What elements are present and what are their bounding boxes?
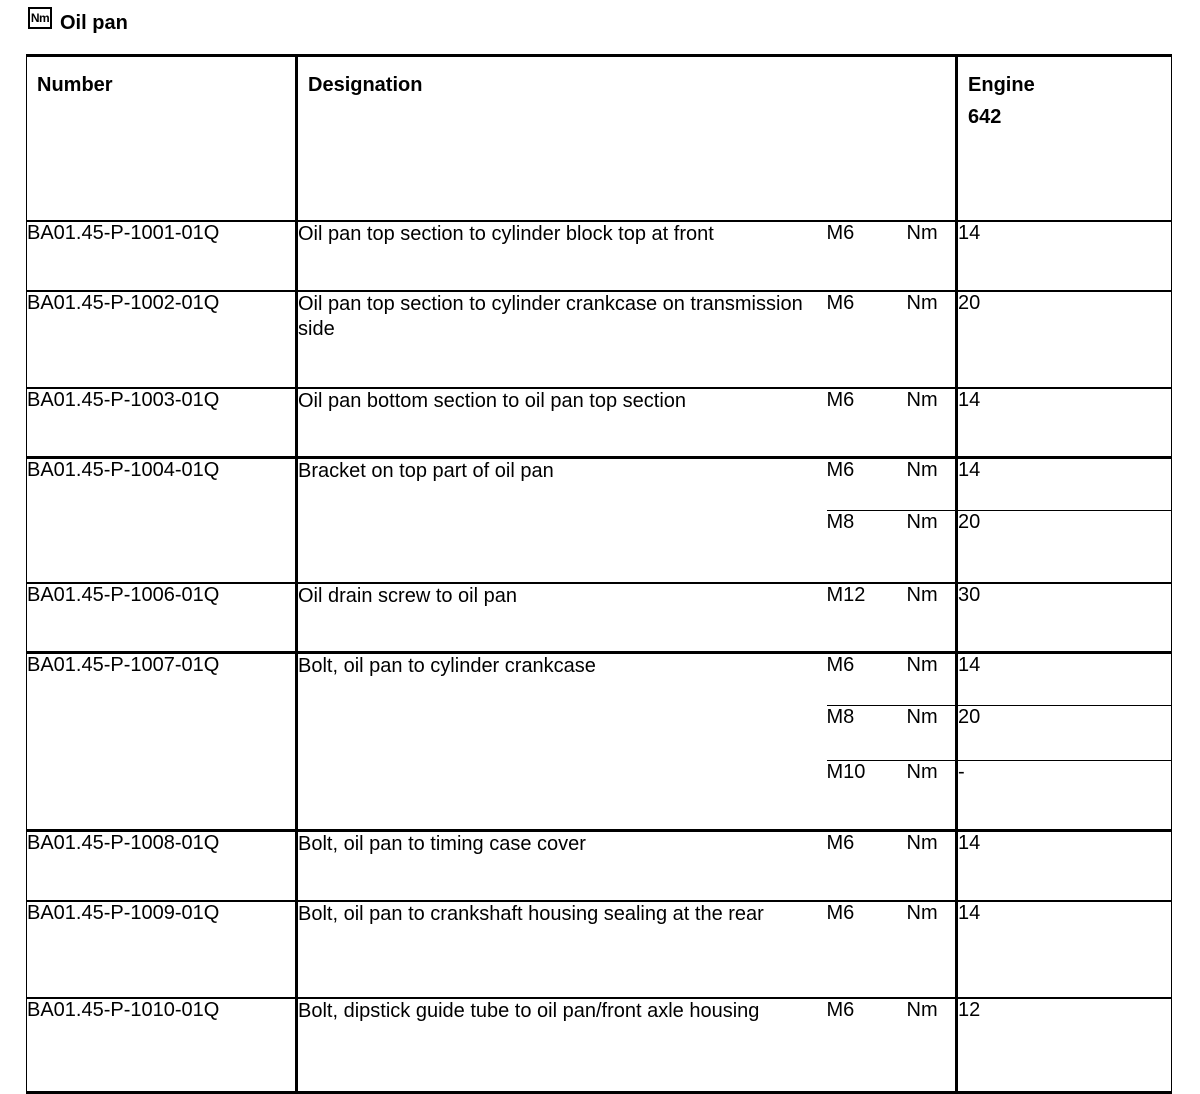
torque-value: 14 <box>957 388 1172 458</box>
table-header-row <box>27 56 1172 221</box>
torque-unit: Nm <box>907 998 957 1093</box>
torque-unit: Nm <box>907 706 957 761</box>
header-number: Number <box>27 56 297 221</box>
header-engine-label: Engine <box>968 74 1035 96</box>
thread-size: M8 <box>827 706 907 761</box>
torque-unit: Nm <box>907 583 957 653</box>
thread-size: M6 <box>827 901 907 998</box>
designation: Bolt, oil pan to crankshaft housing sealing at the rear <box>297 901 827 998</box>
torque-value: 14 <box>957 831 1172 901</box>
designation: Bolt, oil pan to timing case cover <box>297 831 827 901</box>
table-row <box>27 653 1172 706</box>
torque-unit: Nm <box>907 653 957 706</box>
torque-unit: Nm <box>907 761 957 831</box>
torque-value: 20 <box>957 511 1172 583</box>
torque-unit: Nm <box>907 458 957 511</box>
thread-size: M6 <box>827 291 907 388</box>
table-row <box>27 458 1172 511</box>
thread-size: M6 <box>827 388 907 458</box>
thread-size: M6 <box>827 221 907 291</box>
torque-unit: Nm <box>907 511 957 583</box>
thread-size: M12 <box>827 583 907 653</box>
torque-value: 14 <box>957 901 1172 998</box>
part-number: BA01.45-P-1007-01Q <box>27 653 297 831</box>
part-number: BA01.45-P-1001-01Q <box>27 221 297 291</box>
torque-nm-icon: Nm <box>28 7 52 29</box>
torque-value: 20 <box>957 706 1172 761</box>
part-number: BA01.45-P-1008-01Q <box>27 831 297 901</box>
table-row <box>27 291 1172 388</box>
thread-size: M6 <box>827 998 907 1093</box>
torque-spec-table <box>26 54 1172 1094</box>
part-number: BA01.45-P-1003-01Q <box>27 388 297 458</box>
thread-size: M6 <box>827 653 907 706</box>
table-row <box>27 388 1172 458</box>
torque-value: - <box>957 761 1172 831</box>
designation: Oil drain screw to oil pan <box>297 583 827 653</box>
designation: Bracket on top part of oil pan <box>297 458 827 583</box>
table-row <box>27 831 1172 901</box>
table-row <box>27 901 1172 998</box>
torque-value: 14 <box>957 221 1172 291</box>
torque-unit: Nm <box>907 901 957 998</box>
table-row <box>27 583 1172 653</box>
part-number: BA01.45-P-1009-01Q <box>27 901 297 998</box>
designation: Oil pan bottom section to oil pan top section <box>297 388 827 458</box>
section-title: Oil pan <box>60 11 128 34</box>
thread-size: M10 <box>827 761 907 831</box>
header-engine-model: 642 <box>968 106 1002 128</box>
torque-value: 20 <box>957 291 1172 388</box>
table-row <box>27 221 1172 291</box>
part-number: BA01.45-P-1010-01Q <box>27 998 297 1093</box>
torque-value: 14 <box>957 458 1172 511</box>
table-row <box>27 998 1172 1093</box>
designation: Oil pan top section to cylinder crankcase on transmission side <box>297 291 827 388</box>
thread-size: M6 <box>827 831 907 901</box>
header-engine <box>957 56 1172 221</box>
designation: Bolt, dipstick guide tube to oil pan/front axle housing <box>297 998 827 1093</box>
thread-size: M8 <box>827 511 907 583</box>
torque-value: 30 <box>957 583 1172 653</box>
torque-unit: Nm <box>907 221 957 291</box>
header-designation: Designation <box>297 56 957 221</box>
thread-size: M6 <box>827 458 907 511</box>
part-number: BA01.45-P-1006-01Q <box>27 583 297 653</box>
part-number: BA01.45-P-1002-01Q <box>27 291 297 388</box>
torque-unit: Nm <box>907 831 957 901</box>
designation: Bolt, oil pan to cylinder crankcase <box>297 653 827 831</box>
designation: Oil pan top section to cylinder block top at front <box>297 221 827 291</box>
torque-unit: Nm <box>907 291 957 388</box>
part-number: BA01.45-P-1004-01Q <box>27 458 297 583</box>
torque-value: 14 <box>957 653 1172 706</box>
torque-value: 12 <box>957 998 1172 1093</box>
torque-unit: Nm <box>907 388 957 458</box>
section-header <box>28 8 128 38</box>
